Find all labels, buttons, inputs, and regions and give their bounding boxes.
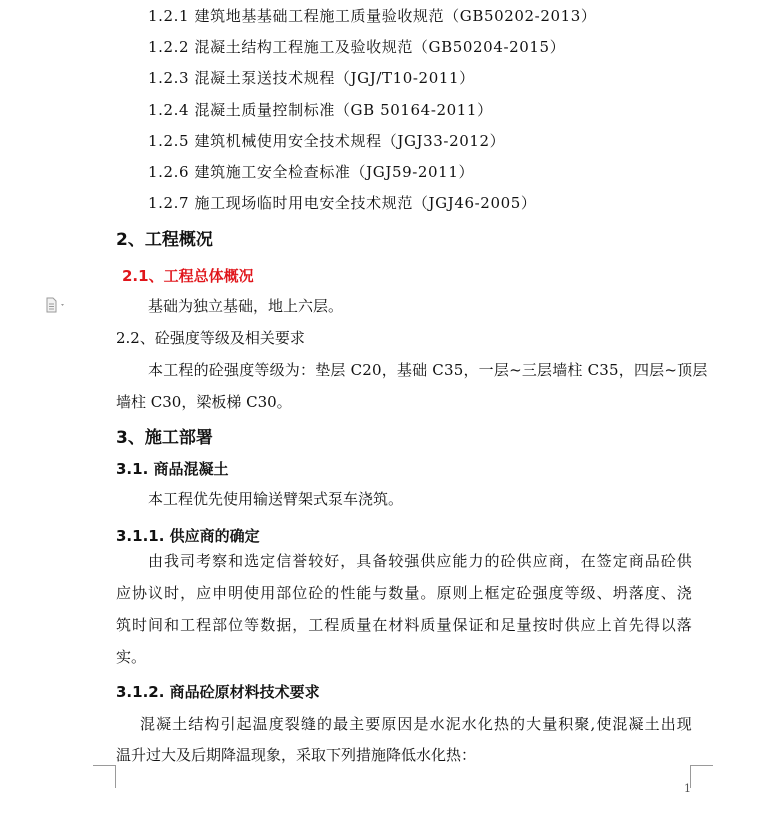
paragraph-line: 混凝土结构引起温度裂缝的最主要原因是水泥水化热的大量积聚,使混凝土出现 bbox=[140, 715, 692, 733]
reference-item: 1.2.3 混凝土泵送技术规程（JGJ/T10-2011） bbox=[148, 69, 475, 87]
page-number: 1 bbox=[684, 782, 691, 795]
paragraph-line: 实。 bbox=[116, 648, 147, 666]
paragraph-line: 温升过大及后期降温现象，采取下列措施降低水化热： bbox=[116, 746, 477, 764]
reference-item: 1.2.5 建筑机械使用安全技术规程（JGJ33-2012） bbox=[148, 132, 506, 150]
paragraph-line: 本工程的砼强度等级为：垫层 C20，基础 C35，一层~三层墙柱 C35，四层~顶层 bbox=[148, 361, 708, 379]
section-heading: 2、工程概况 bbox=[116, 230, 213, 250]
reference-item: 1.2.2 混凝土结构工程施工及验收规范（GB50204-2015） bbox=[148, 38, 566, 56]
margin-corner-mark bbox=[690, 765, 713, 788]
subsection-heading: 2.2、砼强度等级及相关要求 bbox=[116, 329, 305, 347]
paragraph-line: 应协议时，应申明使用部位砼的性能与数量。原则上框定砼强度等级、坍落度、浇 bbox=[116, 584, 692, 602]
body-text: 基础为独立基础，地上六层。 bbox=[148, 297, 344, 315]
paragraph-line: 由我司考察和选定信誉较好，具备较强供应能力的砼供应商，在签定商品砼供 bbox=[148, 552, 692, 570]
section-heading: 3、施工部署 bbox=[116, 428, 213, 448]
subsection-heading: 3.1. 商品混凝土 bbox=[116, 460, 229, 478]
body-text: 本工程优先使用输送臂架式泵车浇筑。 bbox=[148, 490, 404, 508]
paragraph-line: 墙柱 C30，梁板梯 C30。 bbox=[116, 393, 292, 411]
reference-item: 1.2.6 建筑施工安全检查标准（JGJ59-2011） bbox=[148, 163, 475, 181]
paragraph-line: 筑时间和工程部位等数据，工程质量在材料质量保证和足量按时供应上首先得以落 bbox=[116, 616, 692, 634]
reference-item: 1.2.1 建筑地基基础工程施工质量验收规范（GB50202-2013） bbox=[148, 7, 597, 25]
margin-corner-mark bbox=[93, 765, 116, 788]
subsection-heading: 3.1.1. 供应商的确定 bbox=[116, 527, 260, 545]
subsection-heading: 2.1、工程总体概况 bbox=[122, 267, 254, 285]
reference-item: 1.2.4 混凝土质量控制标准（GB 50164-2011） bbox=[148, 101, 493, 119]
subsection-heading: 3.1.2. 商品砼原材料技术要求 bbox=[116, 683, 320, 701]
document-icon[interactable] bbox=[45, 297, 69, 313]
reference-item: 1.2.7 施工现场临时用电安全技术规范（JGJ46-2005） bbox=[148, 194, 537, 212]
